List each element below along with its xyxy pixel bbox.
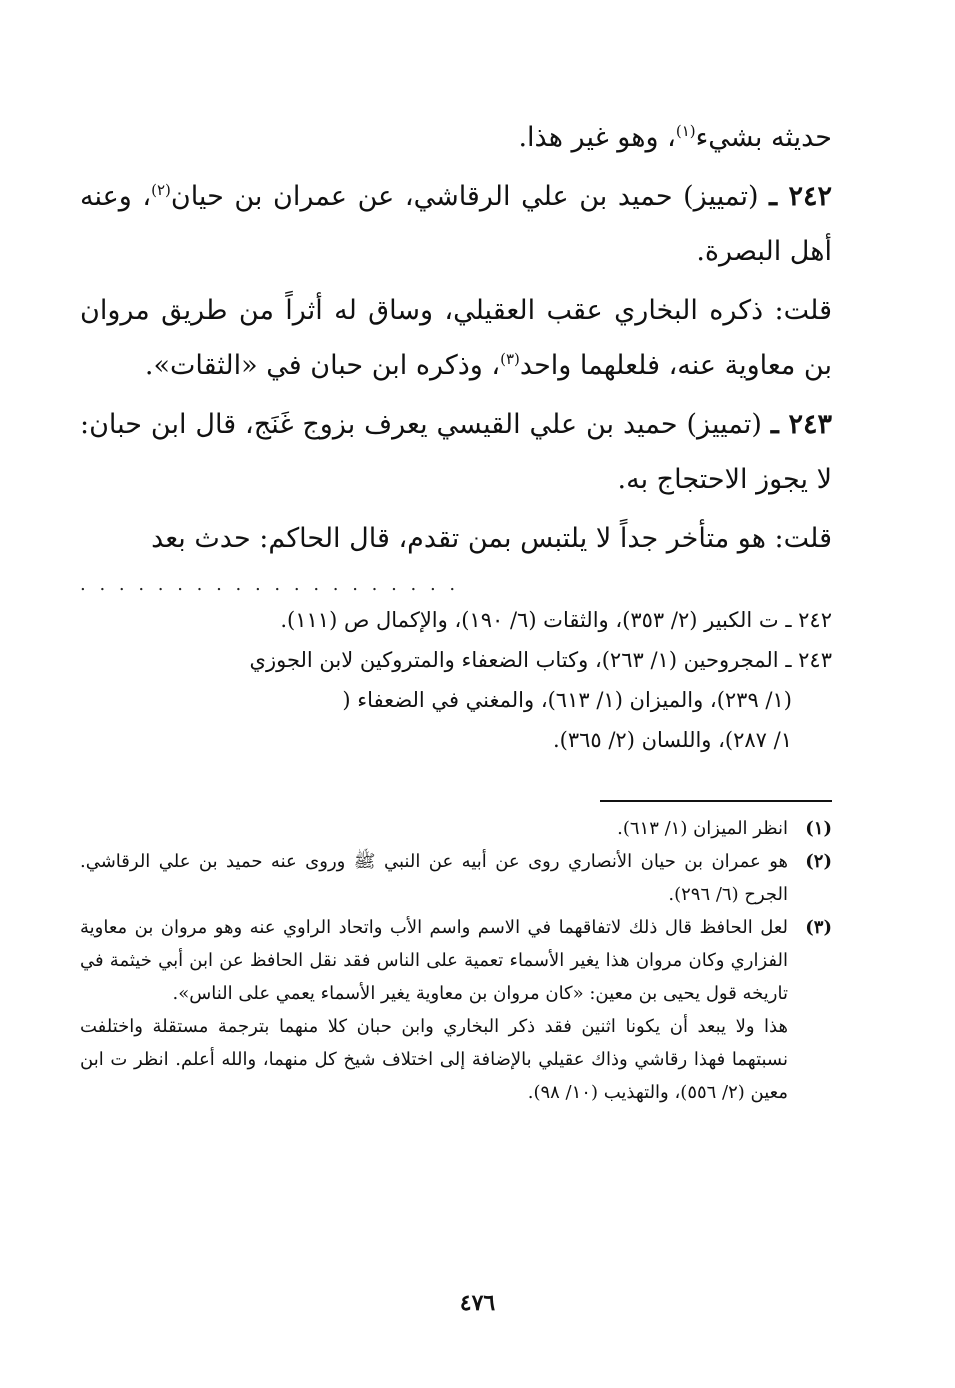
- entry-242-comment: قلت: ذكره البخاري عقب العقيلي، وساق له أثراً من طريق مروان بن معاوية عنه، فلعلهما واحد$^{(٣)}$، وذكره ابن حبان في «الثقات».: [80, 295, 832, 381]
- footnote-1: [80, 812, 832, 845]
- footnote-ref-2[interactable]: (٢): [151, 181, 171, 199]
- footnote-2: [80, 845, 832, 911]
- source-243-line-2: (١/ ٢٣٩)، والميزان (١/ ٦١٣)، والمغني في الضعفاء (: [342, 688, 792, 712]
- source-243-line-1: ٢٤٣ ـ المجروحين (١/ ٢٦٣)، وكتاب الضعفاء والمتروكين لابن الجوزي: [249, 648, 832, 672]
- source-243-line-3: ١/ ٢٨٧)، واللسان (٢/ ٣٦٥).: [552, 728, 792, 752]
- entry-number: ٢٤٢ ـ: [769, 181, 832, 212]
- footnote-3: [80, 911, 832, 1109]
- main-text: [80, 110, 832, 566]
- entry-242: ٢٤٢ ـ (تمييز) حميد بن علي الرقاشي، عن عمران بن حيان$^{(٢)}$، وعنه أهل البصرة.: [80, 181, 832, 267]
- footnote-label: (١): [805, 818, 832, 839]
- footnote-ref-3[interactable]: (٣): [500, 350, 520, 368]
- entry-243-comment: قلت: هو متأخر جداً لا يلتبس بمن تقدم، قال الحاكم: حدث بعد: [151, 523, 832, 554]
- footnote-body: لعل الحافظ قال ذلك لاتفاقهما في الاسم واسم الأب واتحاد الراوي عنه وهو مروان بن معاوية الفزاري وكان مروان هذا يغير الأسماء تعمية على الناس فقد نقل الحافظ عن ابن أبي خيثمة في تاريخه قول يحيى بن معين: «كان مروان بن معاوية يغير الأسماء يعمي على الناس». هذا ولا يبعد أن يكونا اثنين فقد ذكر البخاري وابن حبان كلا منهما بترجمة مستقلة واختلفت نسبتهما فهذا رقاشي وذاك عقيلي بالإضافة إلى اختلاف شيخ كل منهما، والله أعلم. انظر ت ابن معين (٢/ ٥٥٦)، والتهذيب (١٠/ ٩٨).: [80, 917, 788, 1103]
- entry-243: ٢٤٣ ـ (تمييز) حميد بن علي القيسي يعرف بزوج غَنَج، قال ابن حبان: لا يجوز الاحتجاج به.: [80, 409, 833, 495]
- paragraph-continuation: حديثه بشيء$^{(١)}$، وهو غير هذا.: [518, 122, 832, 153]
- footnote-body: هو عمران بن حيان الأنصاري روى عن أبيه عن النبي ﷺ وروى عنه حميد بن علي الرقاشي. الجرح (٦/ ٢٩٦).: [80, 851, 788, 905]
- footnote-ref-1[interactable]: (١): [675, 122, 696, 140]
- footnote-label: (٢): [805, 851, 832, 872]
- dotted-separator: . . . . . . . . . . . . . . . . . . . .: [80, 576, 460, 594]
- footnotes: [80, 812, 832, 1109]
- page-number: ٤٧٦: [459, 1290, 496, 1316]
- footnote-rule: [600, 800, 832, 802]
- source-242: ٢٤٢ ـ ت الكبير (٢/ ٣٥٣)، والثقات (٦/ ١٩٠)، والإكمال ص (١١١).: [280, 608, 832, 632]
- entry-number: ٢٤٣ ـ: [770, 409, 833, 440]
- footnote-body: انظر الميزان (١/ ٦١٣).: [617, 818, 788, 839]
- footnote-label: (٣): [805, 917, 832, 938]
- page-content: [80, 110, 832, 1310]
- sources-block: [80, 600, 832, 760]
